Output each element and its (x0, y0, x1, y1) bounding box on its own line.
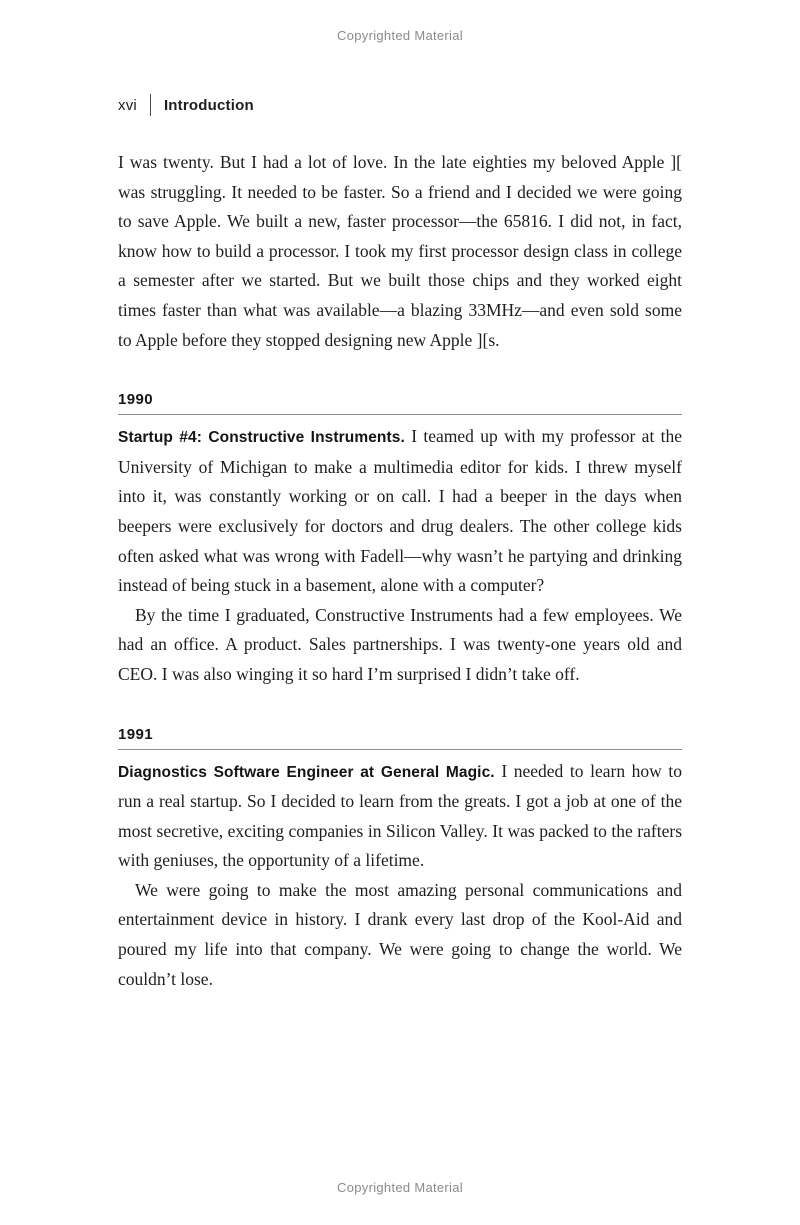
section-year-heading (118, 391, 682, 415)
section-1991 (118, 726, 682, 995)
copyright-notice-bottom: Copyrighted Material (337, 1180, 463, 1195)
header-divider (150, 94, 151, 116)
page-header (118, 94, 682, 116)
section-lead: Startup #4: Constructive Instruments. (118, 429, 405, 447)
chapter-title: Introduction (163, 96, 254, 114)
section-year: 1990 (118, 391, 153, 409)
section-lead-paragraph (118, 422, 682, 601)
section-1990 (118, 391, 682, 689)
section-lead: Diagnostics Software Engineer at General Magic. (118, 763, 495, 781)
page-number: xvi (118, 96, 137, 114)
section-year-heading (118, 726, 682, 750)
page-content (118, 94, 682, 994)
copyright-notice-top: Copyrighted Material (337, 28, 463, 43)
section-paragraph-text: I teamed up with my professor at the University of Michigan to make a multimedia editor for kids. I threw myself into it, was constantly working or on call. I had a beeper in the days when beepers were exclusively for doctors and drug dealers. The other college kids often asked what was wrong with Fadell—why wasn’t he partying and drinking instead of being stuck in a basement, alone with a computer? (118, 426, 683, 596)
section-year: 1991 (118, 725, 153, 743)
intro-paragraph: I was twenty. But I had a lot of love. In the late eighties my beloved Apple ][ was struggling. It needed to be faster. So a friend and I decided we were going to save Apple. We built a new, faster processor—the 65816. I did not, in fact, know how to build a processor. I took my first processor design class in college a semester after we started. But we built those chips and they worked eight times faster than what was available—a blazing 33MHz—and even sold some to Apple before they stopped designing new Apple ][s. (118, 152, 682, 350)
section-lead-paragraph (118, 757, 682, 876)
section-paragraph-text: I needed to learn how to run a real startup. So I decided to learn from the greats. I got a job at one of the most secretive, exciting companies in Silicon Valley. It was packed to the rafters with geniuses, the opportunity of a lifetime. (118, 760, 683, 871)
section-paragraph: We were going to make the most amazing personal communications and entertainment device in history. I drank every last drop of the Kool-Aid and poured my life into that company. We were going to change the world. We couldn’t lose. (118, 879, 682, 989)
section-paragraph: By the time I graduated, Constructive Instruments had a few employees. We had an office. A product. Sales partnerships. I was twenty-one years old and CEO. I was also winging it so hard I’m surprised I didn’t take off. (118, 604, 682, 684)
